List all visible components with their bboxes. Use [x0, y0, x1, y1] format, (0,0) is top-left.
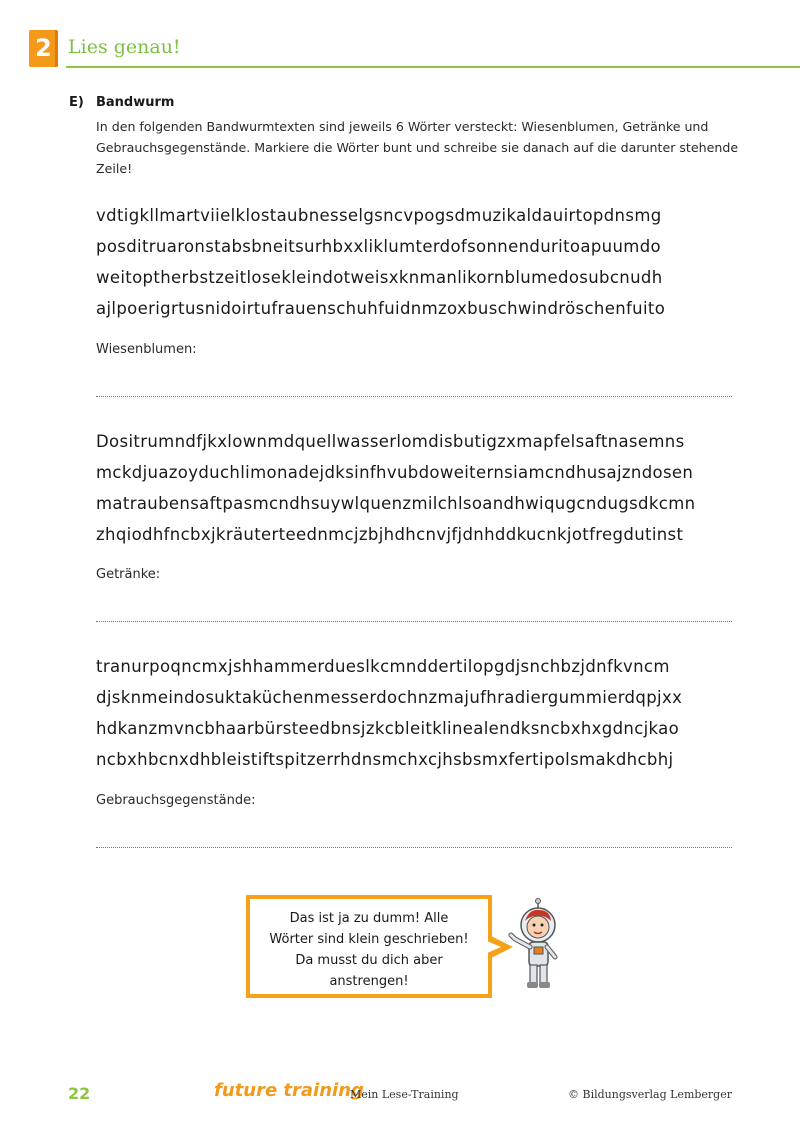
snake-text-line: ncbxhbcnxdhbleistiftspitzerrhdnsmchxcjhsbsmxfertipolsmakdhcbhj [96, 750, 674, 769]
speech-bubble-text [250, 908, 488, 992]
astronaut-kid-icon [505, 897, 565, 992]
snake-text-line: vdtigkllmartviielklostaubnesselgsncvpogsdmuzikaldauirtopdnsmg [96, 206, 662, 225]
copyright: © Bildungsverlag Lemberger [568, 1088, 732, 1101]
task-instruction: In den folgenden Bandwurmtexten sind jeweils 6 Wörter versteckt: Wiesenblumen, Getränke und Gebrauchsgegenstände. Markiere die Wörter bunt und schreibe sie danach auf die darunter stehende Zeile! [96, 119, 739, 176]
speech-line: Das ist ja zu dumm! Alle [289, 911, 449, 926]
chapter-badge [29, 30, 58, 67]
answer-label-getraenke: Getränke: [96, 567, 161, 582]
page-title: Lies genau! [68, 36, 181, 58]
answer-line-gebrauchsgegenstaende[interactable] [96, 847, 732, 848]
snake-text-block-1 [96, 200, 746, 324]
snake-text-line: mckdjuazoyduchlimonadejdksinfhvubdoweiternsiamcndhusajzndosen [96, 463, 694, 482]
task-title: Bandwurm [96, 95, 175, 110]
answer-label-wiesenblumen: Wiesenblumen: [96, 342, 197, 357]
brand-subtitle: Mein Lese-Training [350, 1088, 459, 1101]
header-divider [66, 66, 800, 68]
chapter-number: 2 [35, 34, 52, 62]
snake-text-line: posditruaronstabsbneitsurhbxxliklumterdofsonnenduritoapuumdo [96, 237, 661, 256]
snake-text-line: weitoptherbstzeitlosekleindotweisxknmanlikornblumedosubcnudh [96, 268, 663, 287]
snake-text-block-2 [96, 426, 746, 550]
answer-label-gebrauchsgegenstaende: Gebrauchsgegenstände: [96, 793, 256, 808]
page-number: 22 [68, 1084, 91, 1103]
snake-text-line: Dositrumndfjkxlownmdquellwasserlomdisbutigzxmapfelsaftnasemns [96, 432, 685, 451]
snake-text-block-3 [96, 651, 746, 775]
answer-line-getraenke[interactable] [96, 621, 732, 622]
task-letter: E) [69, 95, 84, 110]
answer-line-wiesenblumen[interactable] [96, 396, 732, 397]
speech-bubble-tail-inner [487, 941, 501, 953]
snake-text-line: hdkanzmvncbhaarbürsteedbnsjzkcbleitklinealendksncbxhxgdncjkao [96, 719, 680, 738]
speech-line: anstrengen! [329, 974, 409, 989]
speech-line: Wörter sind klein geschrieben! [269, 932, 469, 947]
snake-text-line: zhqiodhfncbxjkräuterteednmcjzbjhdhcnvjfjdnhddkucnkjotfregdutinst [96, 525, 684, 544]
snake-text-line: tranurpoqncmxjshhammerdueslkcmnddertilopgdjsnchbzjdnfkvncm [96, 657, 670, 676]
speech-bubble [246, 895, 492, 998]
snake-text-line: matraubensaftpasmcndhsuywlquenzmilchlsoandhwiqugcndugsdkcmn [96, 494, 696, 513]
snake-text-line: djsknmeindosuktaküchenmesserdochnzmajufhradiergummierdqpjxx [96, 688, 683, 707]
speech-line: Da musst du dich aber [295, 953, 443, 968]
snake-text-line: ajlpoerigrtusnidoirtufrauenschuhfuidnmzoxbuschwindröschenfuito [96, 299, 666, 318]
brand-logo: future training [214, 1080, 364, 1101]
